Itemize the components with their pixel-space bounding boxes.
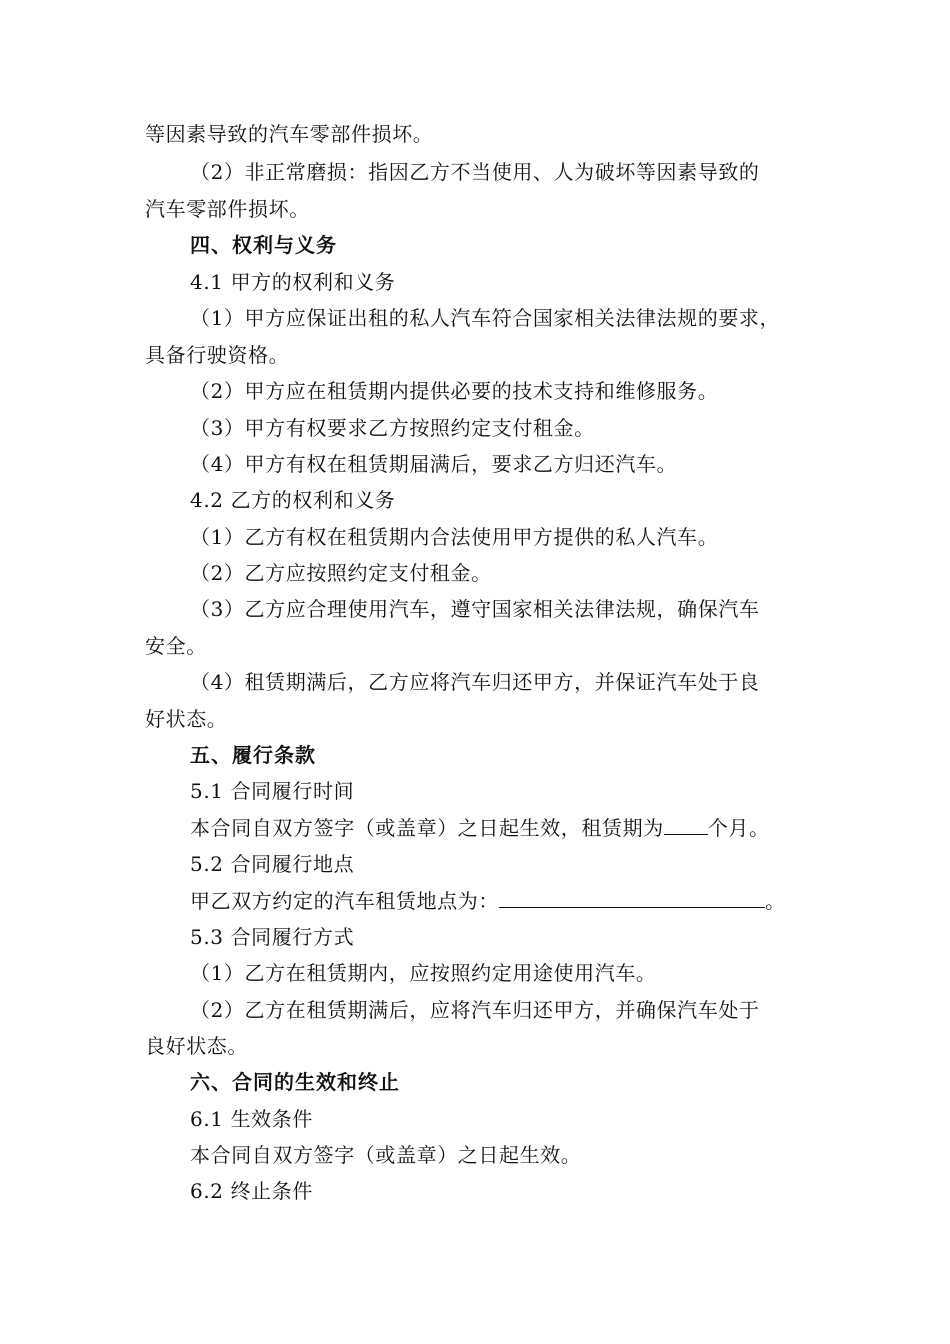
paragraph-line xyxy=(0,810,950,846)
paragraph-line: （1）乙方有权在租赁期内合法使用甲方提供的私人汽车。 xyxy=(190,525,719,549)
subsection-title-4-2: 4.2 乙方的权利和义务 xyxy=(190,488,396,512)
subsection-title-6-1: 6.1 生效条件 xyxy=(190,1107,313,1131)
paragraph-line: （3）甲方有权要求乙方按照约定支付租金。 xyxy=(190,416,595,440)
paragraph-line: （2）乙方应按照约定支付租金。 xyxy=(190,561,492,585)
subsection-title-6-2: 6.2 终止条件 xyxy=(190,1179,313,1203)
paragraph-line: （2）甲方应在租赁期内提供必要的技术支持和维修服务。 xyxy=(190,379,719,403)
paragraph-line: （4）甲方有权在租赁期届满后，要求乙方归还汽车。 xyxy=(190,452,678,476)
paragraph-line xyxy=(0,883,950,919)
paragraph-line: 良好状态。 xyxy=(145,1034,248,1058)
paragraph-line: （4）租赁期满后，乙方应将汽车归还甲方，并保证汽车处于良 xyxy=(190,670,760,694)
paragraph-line: 安全。 xyxy=(145,634,207,658)
paragraph-line: （2）乙方在租赁期满后，应将汽车归还甲方，并确保汽车处于 xyxy=(190,998,760,1022)
section-heading-5: 五、履行条款 xyxy=(190,743,316,767)
section-heading-6: 六、合同的生效和终止 xyxy=(190,1070,400,1094)
lease-term-suffix: 个月。 xyxy=(707,816,770,840)
subsection-title-4-1: 4.1 甲方的权利和义务 xyxy=(190,270,396,294)
paragraph-line: （1）甲方应保证出租的私人汽车符合国家相关法律法规的要求， xyxy=(190,306,781,330)
lease-term-text: 本合同自双方签字（或盖章）之日起生效，租赁期为 xyxy=(190,816,664,840)
subsection-title-5-2: 5.2 合同履行地点 xyxy=(190,852,355,876)
subsection-title-5-3: 5.3 合同履行方式 xyxy=(190,925,355,949)
paragraph-line: （1）乙方在租赁期内，应按照约定用途使用汽车。 xyxy=(190,961,657,985)
paragraph-line: 等因素导致的汽车零部件损坏。 xyxy=(145,122,434,146)
location-text: 甲乙双方约定的汽车租赁地点为： xyxy=(190,889,499,913)
paragraph-line: 汽车零部件损坏。 xyxy=(145,197,310,221)
paragraph-line: 好状态。 xyxy=(145,707,228,731)
paragraph-line: （2）非正常磨损：指因乙方不当使用、人为破坏等因素导致的 xyxy=(190,160,760,184)
location-blank xyxy=(499,889,765,908)
paragraph-line: 具备行驶资格。 xyxy=(145,343,290,367)
paragraph-line: 本合同自双方签字（或盖章）之日起生效。 xyxy=(190,1143,582,1167)
section-heading-4: 四、权利与义务 xyxy=(190,233,337,257)
subsection-title-5-1: 5.1 合同履行时间 xyxy=(190,779,355,803)
location-suffix: 。 xyxy=(765,889,786,913)
paragraph-line: （3）乙方应合理使用汽车，遵守国家相关法律法规，确保汽车 xyxy=(190,597,760,621)
lease-months-blank xyxy=(664,816,708,835)
